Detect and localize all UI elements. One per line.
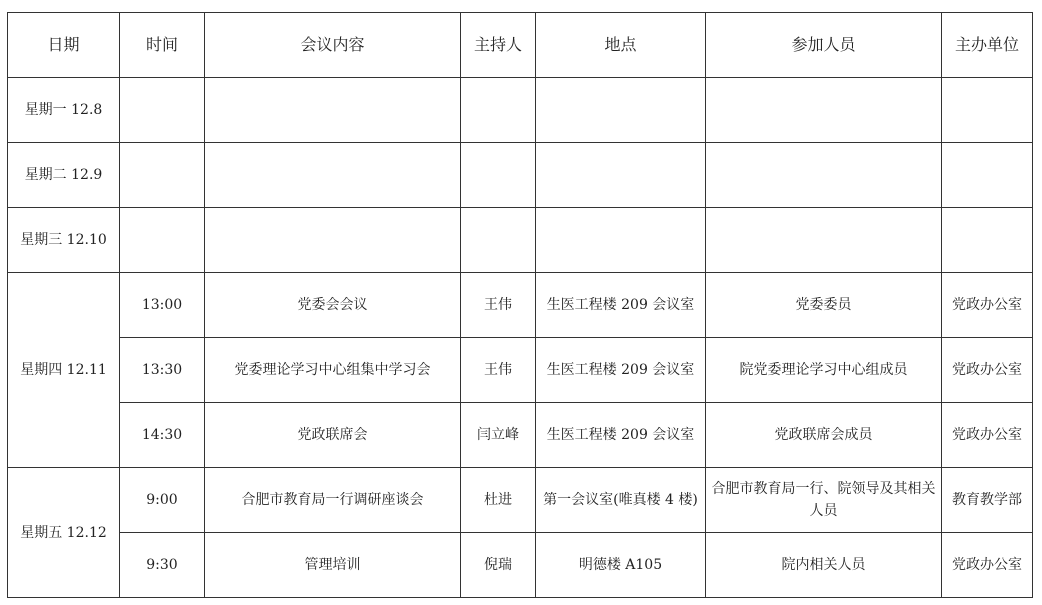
empty-cell xyxy=(536,78,706,143)
empty-cell xyxy=(205,208,461,273)
table-row xyxy=(8,208,1033,273)
empty-cell xyxy=(706,208,942,273)
date-cell: 星期四 12.11 xyxy=(8,273,120,468)
empty-cell xyxy=(461,78,536,143)
header-organizer: 主办单位 xyxy=(942,13,1033,78)
table-row xyxy=(8,468,1033,533)
date-cell: 星期一 12.8 xyxy=(8,78,120,143)
empty-cell xyxy=(942,78,1033,143)
participants-cell: 院党委理论学习中心组成员 xyxy=(706,338,942,403)
organizer-cell: 教育教学部 xyxy=(942,468,1033,533)
time-cell: 13:00 xyxy=(120,273,205,338)
participants-cell: 院内相关人员 xyxy=(706,533,942,598)
empty-cell xyxy=(942,208,1033,273)
location-cell: 生医工程楼 209 会议室 xyxy=(536,338,706,403)
header-participants: 参加人员 xyxy=(706,13,942,78)
table-row xyxy=(8,143,1033,208)
date-cell: 星期三 12.10 xyxy=(8,208,120,273)
header-host: 主持人 xyxy=(461,13,536,78)
location-cell: 第一会议室(唯真楼 4 楼) xyxy=(536,468,706,533)
table-row xyxy=(8,273,1033,338)
host-cell: 杜进 xyxy=(461,468,536,533)
host-cell: 闫立峰 xyxy=(461,403,536,468)
empty-cell xyxy=(461,143,536,208)
organizer-cell: 党政办公室 xyxy=(942,403,1033,468)
empty-cell xyxy=(536,143,706,208)
content-cell: 党委会会议 xyxy=(205,273,461,338)
content-cell: 管理培训 xyxy=(205,533,461,598)
participants-cell: 党政联席会成员 xyxy=(706,403,942,468)
header-content: 会议内容 xyxy=(205,13,461,78)
table-row xyxy=(8,533,1033,598)
time-cell: 14:30 xyxy=(120,403,205,468)
host-cell: 王伟 xyxy=(461,338,536,403)
organizer-cell: 党政办公室 xyxy=(942,533,1033,598)
location-cell: 生医工程楼 209 会议室 xyxy=(536,273,706,338)
table-row xyxy=(8,338,1033,403)
location-cell: 明德楼 A105 xyxy=(536,533,706,598)
content-cell: 党委理论学习中心组集中学习会 xyxy=(205,338,461,403)
empty-cell xyxy=(942,143,1033,208)
time-cell: 13:30 xyxy=(120,338,205,403)
meeting-schedule-table xyxy=(7,12,1033,598)
date-cell: 星期五 12.12 xyxy=(8,468,120,598)
participants-cell: 合肥市教育局一行、院领导及其相关人员 xyxy=(706,468,942,533)
location-cell: 生医工程楼 209 会议室 xyxy=(536,403,706,468)
empty-cell xyxy=(706,78,942,143)
host-cell: 倪瑞 xyxy=(461,533,536,598)
header-row xyxy=(8,13,1033,78)
participants-cell: 党委委员 xyxy=(706,273,942,338)
content-cell: 党政联席会 xyxy=(205,403,461,468)
organizer-cell: 党政办公室 xyxy=(942,338,1033,403)
header-time: 时间 xyxy=(120,13,205,78)
table-row xyxy=(8,403,1033,468)
organizer-cell: 党政办公室 xyxy=(942,273,1033,338)
empty-cell xyxy=(120,208,205,273)
header-date: 日期 xyxy=(8,13,120,78)
time-cell: 9:30 xyxy=(120,533,205,598)
date-cell: 星期二 12.9 xyxy=(8,143,120,208)
time-cell: 9:00 xyxy=(120,468,205,533)
content-cell: 合肥市教育局一行调研座谈会 xyxy=(205,468,461,533)
empty-cell xyxy=(120,143,205,208)
empty-cell xyxy=(536,208,706,273)
empty-cell xyxy=(120,78,205,143)
empty-cell xyxy=(461,208,536,273)
empty-cell xyxy=(205,78,461,143)
empty-cell xyxy=(706,143,942,208)
table-row xyxy=(8,78,1033,143)
host-cell: 王伟 xyxy=(461,273,536,338)
empty-cell xyxy=(205,143,461,208)
header-location: 地点 xyxy=(536,13,706,78)
